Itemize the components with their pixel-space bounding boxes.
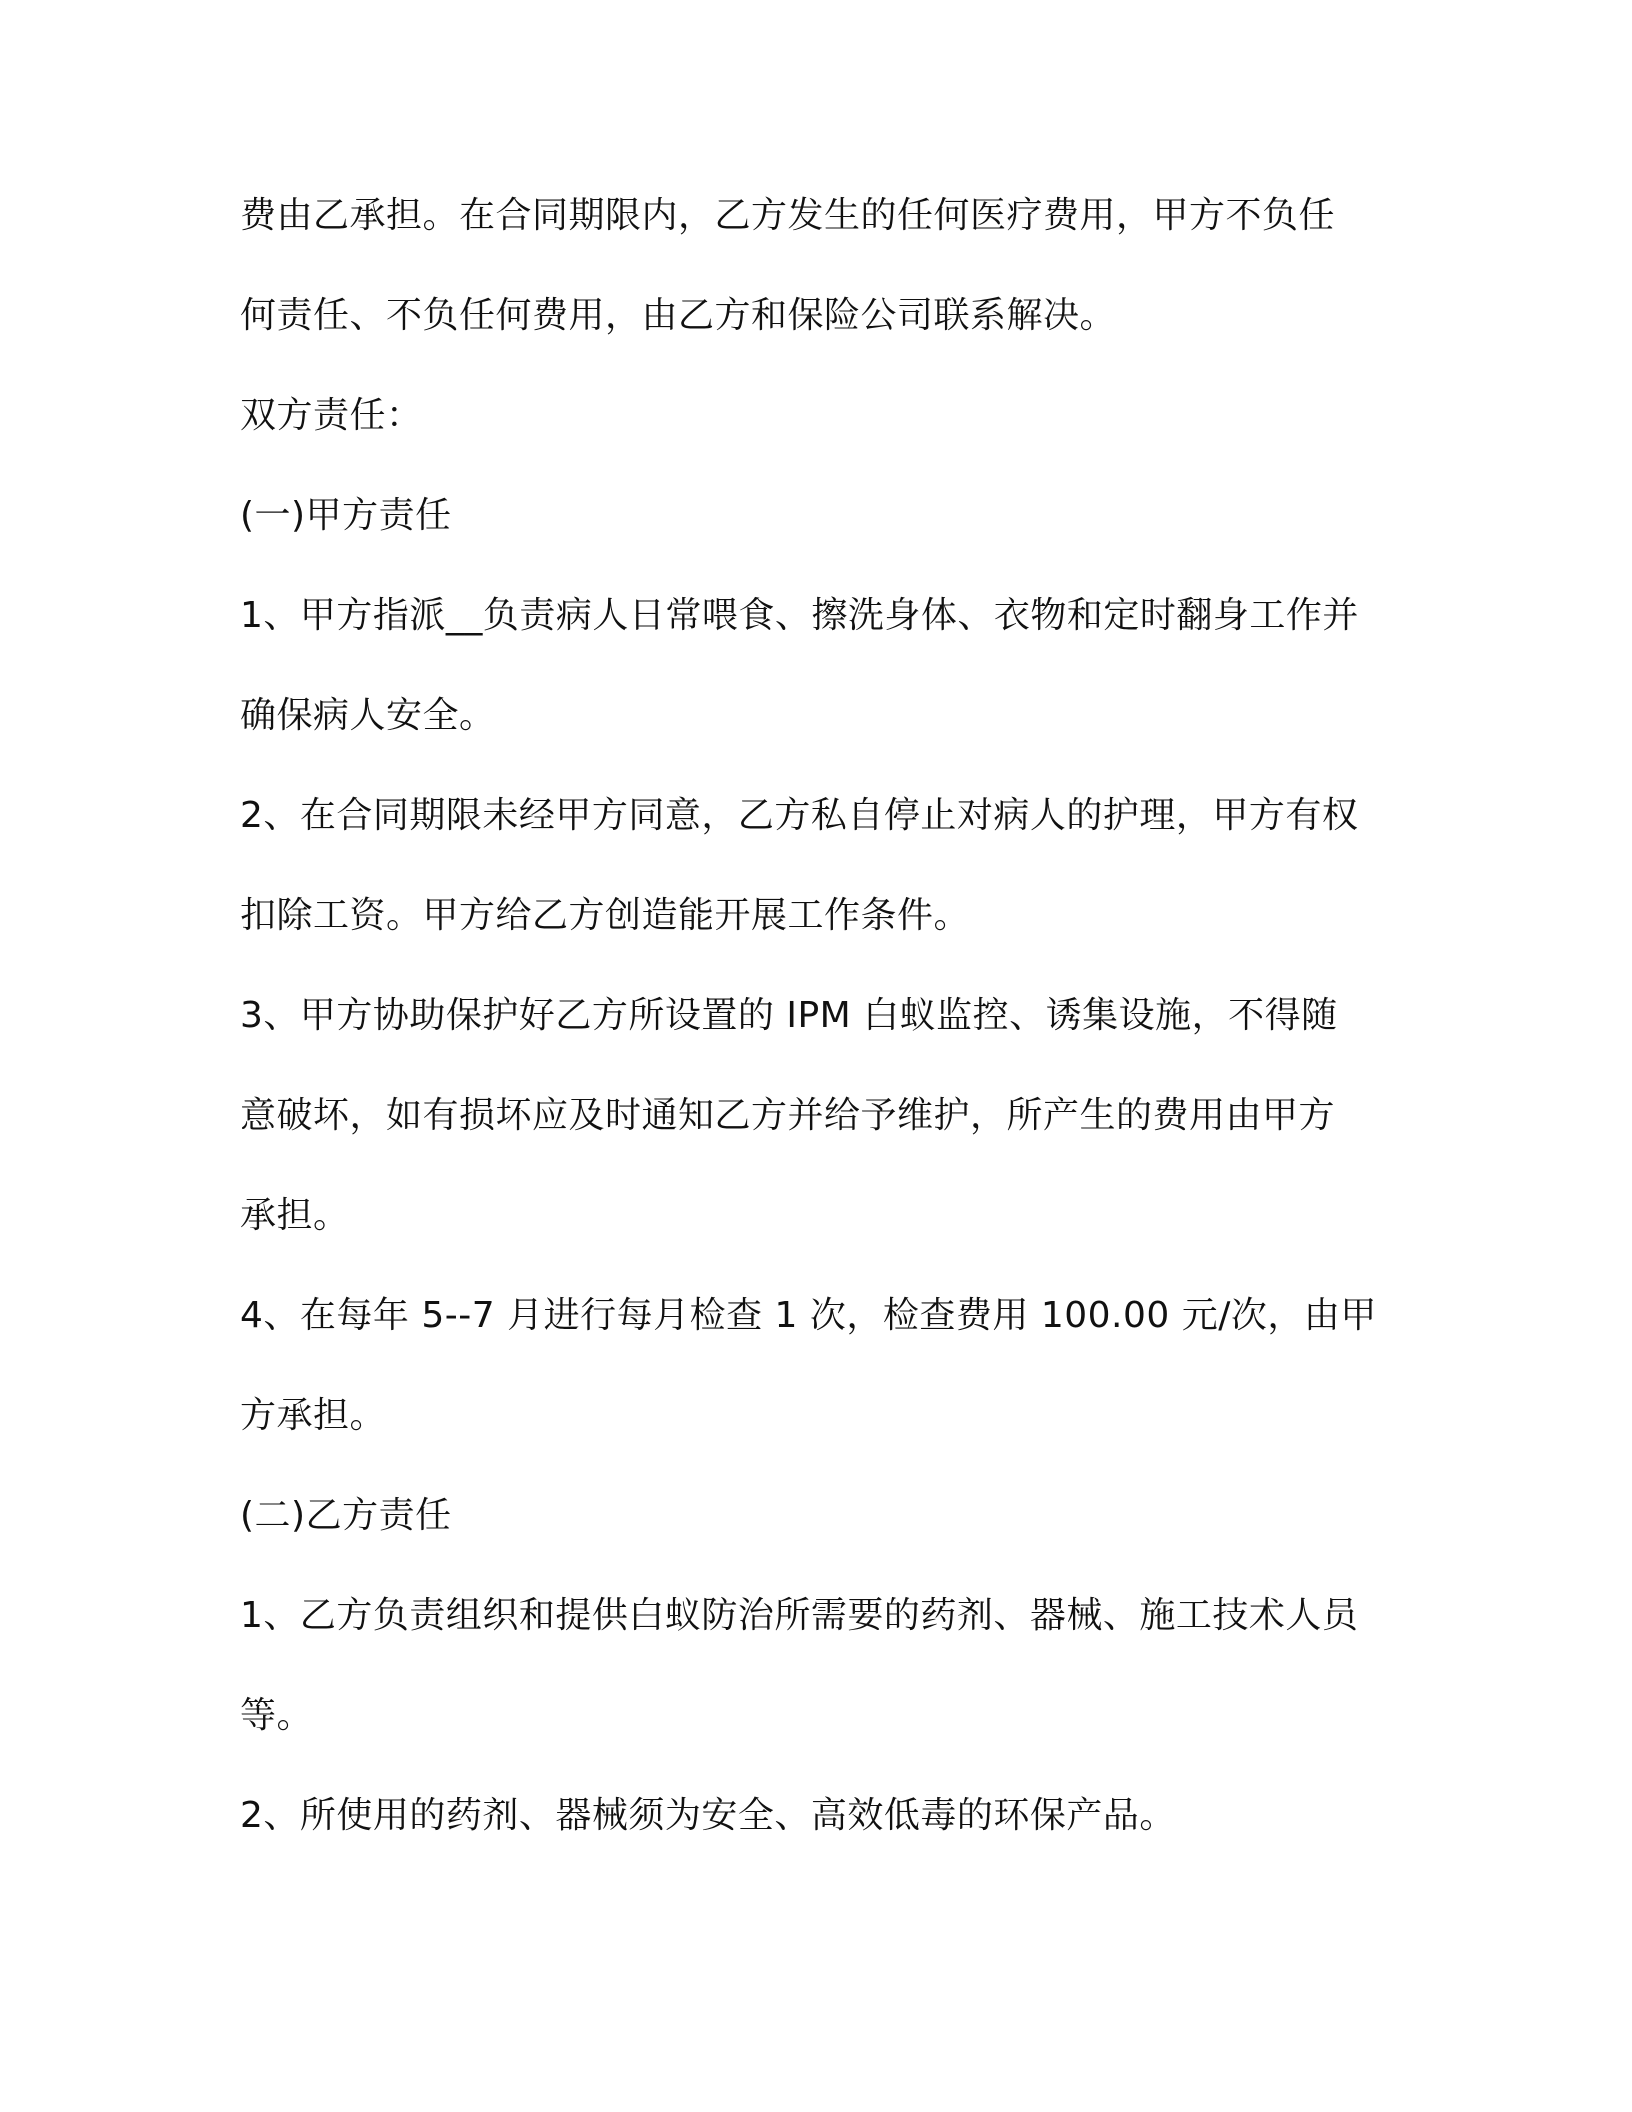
text-line: 2、所使用的药剂、器械须为安全、高效低毒的环保产品。 — [240, 1795, 1176, 1836]
subsection-heading: (一)甲方责任 — [240, 495, 452, 536]
text-line: 1、乙方负责组织和提供白蚁防治所需要的药剂、器械、施工技术人员 — [240, 1595, 1359, 1636]
text-line: 方承担。 — [240, 1395, 387, 1436]
text-line: 4、在每年 5--7 月进行每月检查 1 次，检查费用 100.00 元/次，由甲 — [240, 1295, 1377, 1336]
text-line: 意破坏，如有损坏应及时通知乙方并给予维护，所产生的费用由甲方 — [240, 1095, 1336, 1136]
text-line: 费由乙承担。在合同期限内，乙方发生的任何医疗费用，甲方不负任 — [240, 195, 1336, 236]
text-line: 确保病人安全。 — [240, 695, 496, 736]
subsection-heading: (二)乙方责任 — [240, 1495, 452, 1536]
text-line: 等。 — [240, 1695, 314, 1736]
text-line: 承担。 — [240, 1195, 350, 1236]
section-heading: 双方责任： — [240, 395, 423, 436]
text-line: 3、甲方协助保护好乙方所设置的 IPM 白蚁监控、诱集设施，不得随 — [240, 995, 1338, 1036]
text-line: 2、在合同期限未经甲方同意，乙方私自停止对病人的护理，甲方有权 — [240, 795, 1359, 836]
text-line: 何责任、不负任何费用，由乙方和保险公司联系解决。 — [240, 295, 1117, 336]
text-line: 扣除工资。甲方给乙方创造能开展工作条件。 — [240, 895, 971, 936]
text-line: 1、甲方指派__负责病人日常喂食、擦洗身体、衣物和定时翻身工作并 — [240, 595, 1359, 636]
